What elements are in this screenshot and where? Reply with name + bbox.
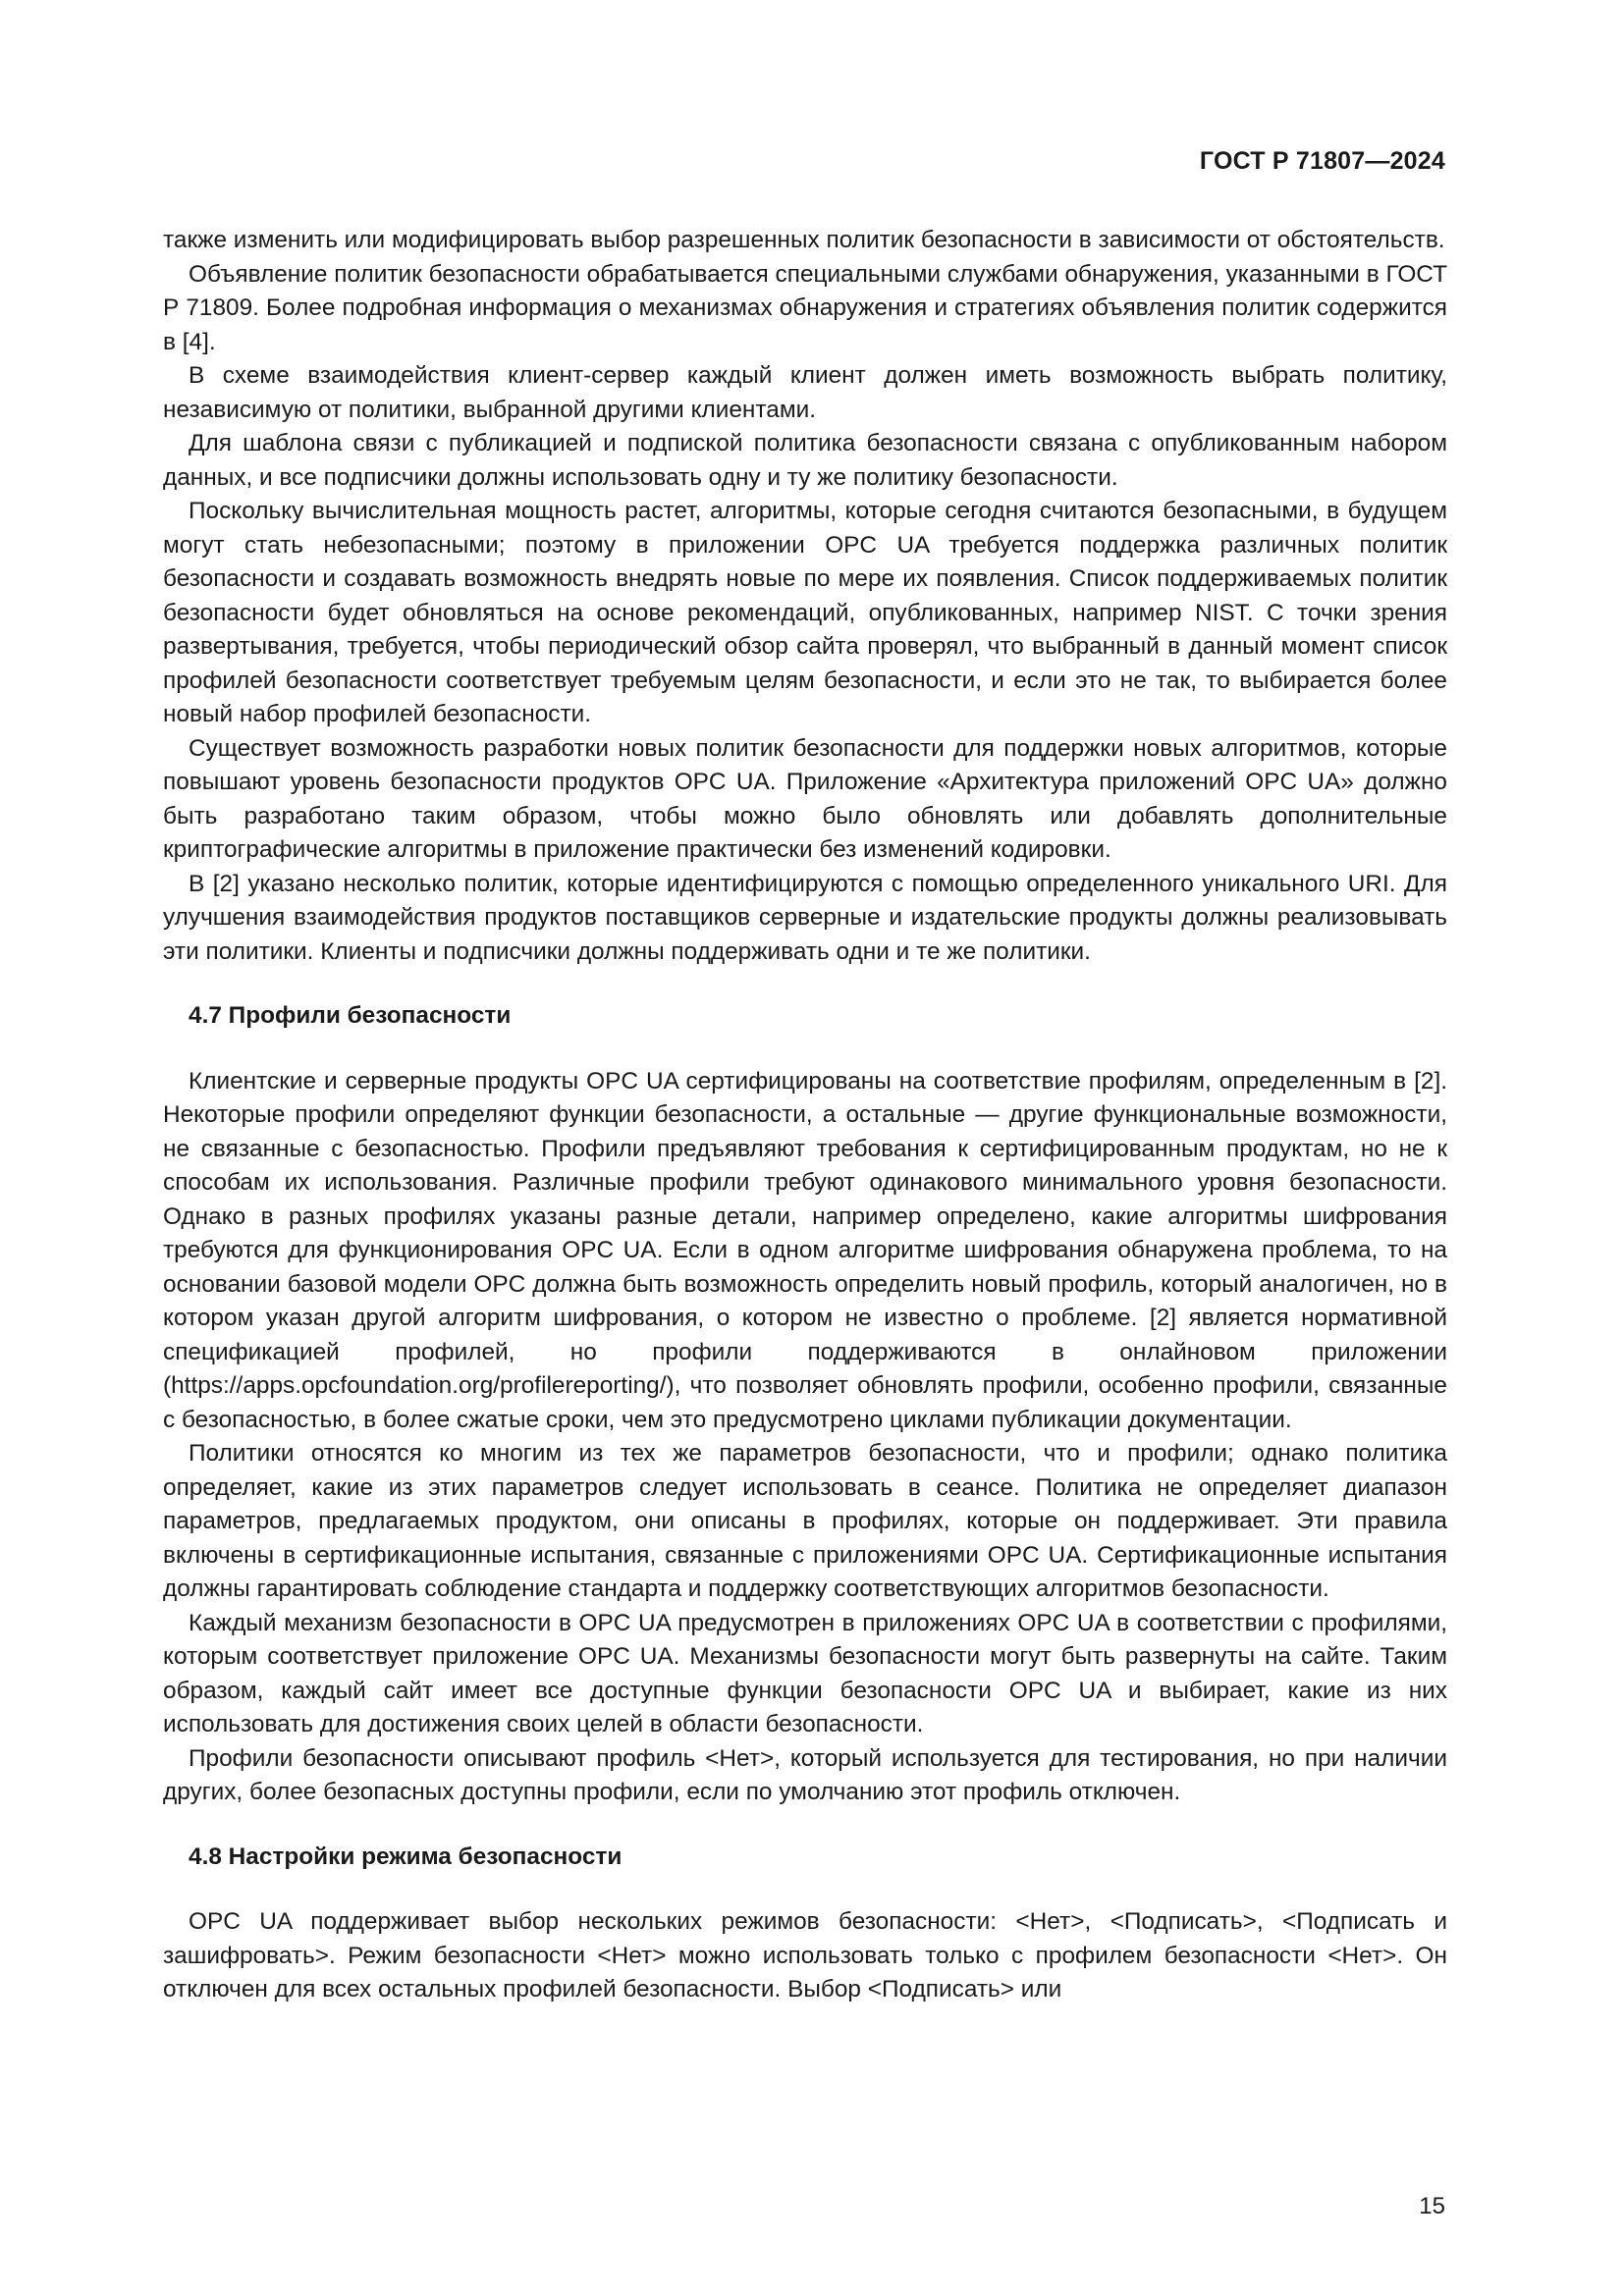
paragraph: Клиентские и серверные продукты OPC UA сертифицированы на соответствие профилям, определенным в [2]. Некоторые профили определяют функции безопасности, а остальные — другие функциональные возможности, не связанные с безопасностью. Профили предъявляют требования к сертифицированным продуктам, но не к способам их использования. Различные профили требуют одинакового минимального уровня безопасности. Однако в разных профилях указаны разные детали, например определено, какие алгоритмы шифрования требуются для функционирования OPC UA. Если в одном алгоритме шифрования обнаружена проблема, то на основании базовой модели OPC должна быть возможность определить новый профиль, который аналогичен, но в котором указан другой алгоритм шифрования, о котором не известно о проблеме. [2] является нормативной спецификацией профилей, но профили поддерживаются в онлайновом приложении (https://apps.opcfoundation.org/profilereporting/), что позволяет обновлять профили, особенно профили, связанные с безопасностью, в более сжатые сроки, чем это предусмотрено циклами публикации документации. — [163, 1067, 1447, 1433]
paragraph: Объявление политик безопасности обрабатывается специальными службами обнаружения, указанными в ГОСТ Р 71809. Более подробная информация о механизмах обнаружения и стратегиях объявления политик содержится в [4]. — [163, 260, 1447, 355]
paragraph: Поскольку вычислительная мощность растет, алгоритмы, которые сегодня считаются безопасными, в будущем могут стать небезопасными; поэтому в приложении OPC UA требуется поддержка различных политик безопасности и создавать возможность внедрять новые по мере их появления. Список поддерживаемых политик безопасности будет обновляться на основе рекомендаций, опубликованных, например NIST. С точки зрения развертывания, требуется, чтобы периодический обзор сайта проверял, что выбранный в данный момент список профилей безопасности соответствует требуемым целям безопасности, и если это не так, то выбирается более новый набор профилей безопасности. — [163, 498, 1447, 727]
paragraph: Для шаблона связи с публикацией и подпиской политика безопасности связана с опубликованным набором данных, и все подписчики должны использовать одну и ту же политику безопасности. — [163, 430, 1447, 491]
paragraph: В [2] указано несколько политик, которые идентифицируются с помощью определенного уникального URI. Для улучшения взаимодействия продуктов поставщиков серверные и издательские продукты должны реализовывать эти политики. Клиенты и подписчики должны поддерживать одни и те же политики. — [163, 870, 1447, 965]
paragraph: В схеме взаимодействия клиент-сервер каждый клиент должен иметь возможность выбрать политику, независимую от политики, выбранной другими клиентами. — [163, 362, 1447, 423]
paragraph: Политики относятся ко многим из тех же параметров безопасности, что и профили; однако политика определяет, какие из этих параметров следует использовать в сеансе. Политика не определяет диапазон параметров, предлагаемых продуктом, они описаны в профилях, которые он поддерживает. Эти правила включены в сертификационные испытания, связанные с приложениями OPC UA. Сертификационные испытания должны гарантировать соблюдение стандарта и поддержку соответствующих алгоритмов безопасности. — [163, 1440, 1447, 1602]
document-id-header: ГОСТ Р 71807—2024 — [1199, 147, 1445, 175]
section-heading-4-8: 4.8 Настройки режима безопасности — [189, 1842, 623, 1870]
paragraph: также изменить или модифицировать выбор разрешенных политик безопасности в зависимости от обстоятельств. — [163, 227, 1445, 253]
page-number: 15 — [1419, 2193, 1445, 2219]
paragraph: OPC UA поддерживает выбор нескольких режимов безопасности: <Нет>, <Подписать>, <Подписать и зашифровать>. Режим безопасности <Нет> можно использовать только с профилем безопасности <Нет>. Он отключен для всех остальных профилей безопасности. Выбор <Подписать> или — [163, 1908, 1447, 2002]
paragraph: Каждый механизм безопасности в OPC UA предусмотрен в приложениях OPC UA в соответствии с профилями, которым соответствует приложение OPC UA. Механизмы безопасности могут быть развернуты на сайте. Таким образом, каждый сайт имеет все доступные функции безопасности OPC UA и выбирает, какие из них использовать для достижения своих целей в области безопасности. — [163, 1609, 1447, 1737]
document-body — [163, 224, 1447, 2007]
paragraph: Профили безопасности описывают профиль <Нет>, который используется для тестирования, но при наличии других, более безопасных доступны профили, если по умолчанию этот профиль отключен. — [163, 1744, 1447, 1805]
section-heading-4-7: 4.7 Профили безопасности — [189, 1002, 512, 1029]
paragraph: Существует возможность разработки новых политик безопасности для поддержки новых алгоритмов, которые повышают уровень безопасности продуктов OPC UA. Приложение «Архитектура приложений OPC UA» должно быть разработано таким образом, чтобы можно было обновлять или добавлять дополнительные криптографические алгоритмы в приложение практически без изменений кодировки. — [163, 734, 1447, 863]
